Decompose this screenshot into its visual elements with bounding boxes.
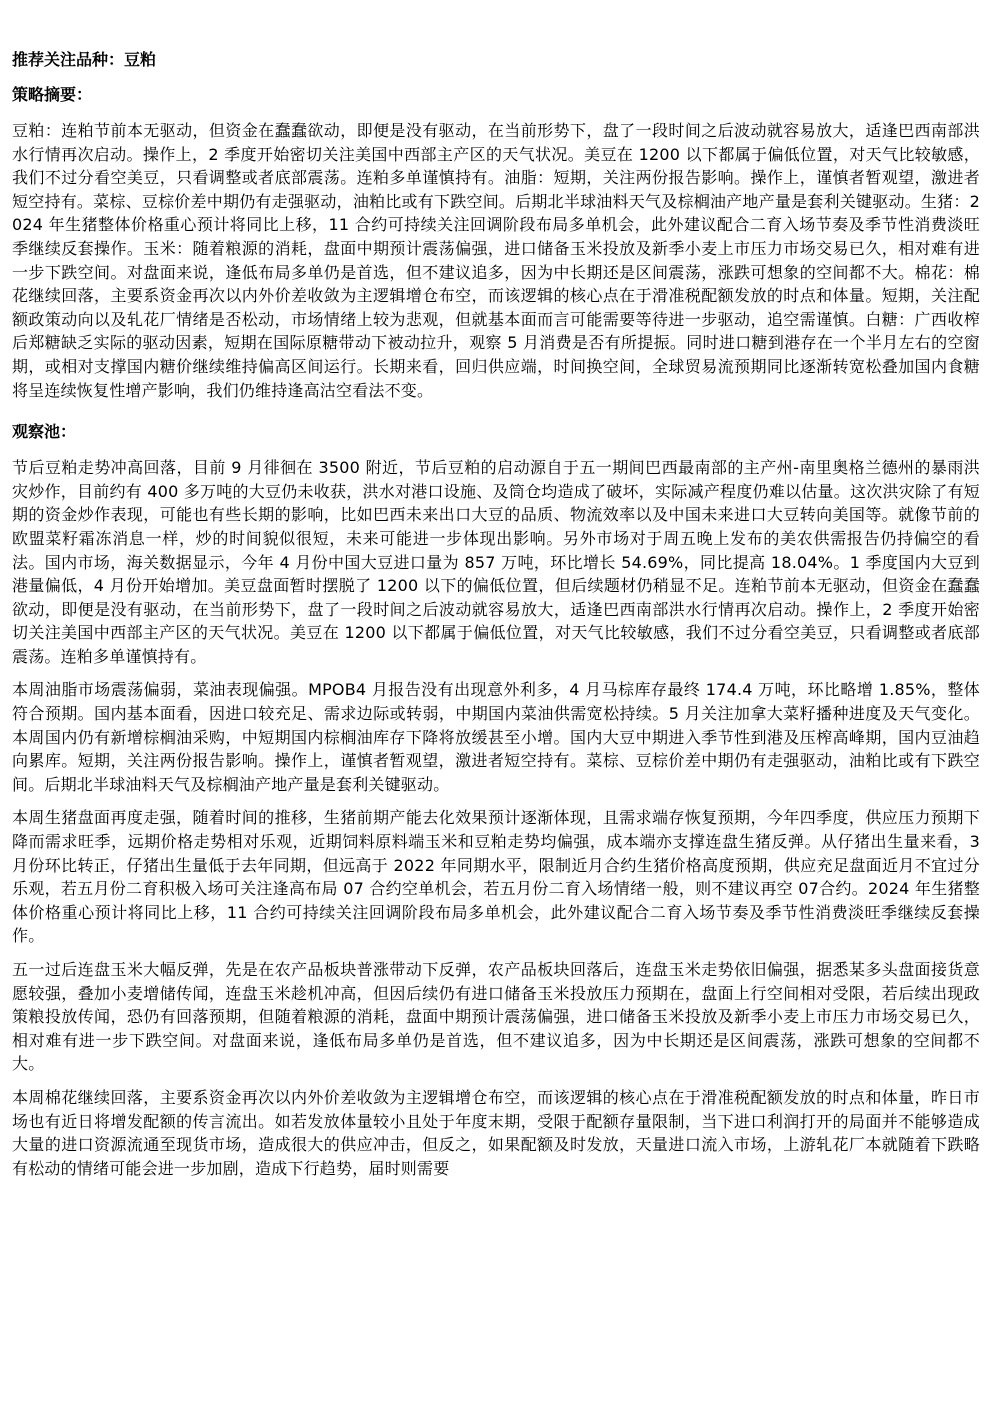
watch-heading: 观察池： <box>12 422 77 442</box>
watch-paragraph-hogs: 本周生猪盘面再度走强，随着时间的推移，生猪前期产能去化效果预计逐渐体现，且需求端存恢复预期，今年四季度，供应压力预期下降而需求旺季，远期价格走势相对乐观，近期饲料原料端玉米和豆粕走势均偏强，成本端亦支撑连盘生猪反弹。从仔猪出生量来看，3 月份环比转正，仔猪出生量低于去年同期，但远高于 2022 年同期水平，限制近月合约生猪价格高度预期，供应充足盘面近月不宜过分乐观，若五月份二育积极入场可关注逢高布局 07 合约空单机会，若五月份二育入场情绪一般，则不建议再空 07合约。2024 年生猪整体价格重心预计将同比上移，11 合约可持续关注回调阶段布局多单机会，此外建议配合二育入场节奏及季节性消费淡旺季继续反套操作。 <box>12 808 980 946</box>
recommend-heading: 推荐关注品种：豆粕 <box>12 50 157 69</box>
watch-paragraph-soymeal: 节后豆粕走势冲高回落，目前 9 月徘徊在 3500 附近，节后豆粕的启动源自于五一期间巴西最南部的主产州-南里奥格兰德州的暴雨洪灾炒作，目前约有 400 多万吨的大豆仍未收获，洪水对港口设施、及筒仓均造成了破坏，实际减产程度仍难以估量。这次洪灾除了有短期的资金炒作表现，可能也有些长期的影响，比如巴西未来出口大豆的品质、物流效率以及中国未来进口大豆转向美国等。就像节前的欧盟菜籽霜冻消息一样，炒的时间貌似很短，未来可能进一步体现出影响。另外市场对于周五晚上发布的美农供需报告仍持偏空的看法。国内市场，海关数据显示，今年 4 月份中国大豆进口量为 857 万吨，环比增长 54.69%，同比提高 18.04%。1 季度国内大豆到港量偏低，4 月份开始增加。美豆盘面暂时摆脱了 1200 以下的偏低位置，但后续题材仍稍显不足。连粕节前本无驱动，但资金在蠢蠢欲动，即便是没有驱动，在当前形势下，盘了一段时间之后波动就容易放大，适逢巴西南部洪水行情再次启动。操作上，2 季度开始密切关注美国中西部主产区的天气状况。美豆在 1200 以下都属于偏低位置，对天气比较敏感，我们不过分看空美豆，只看调整或者底部震荡。连粕多单谨慎持有。 <box>12 458 980 666</box>
watch-paragraph-oils: 本周油脂市场震荡偏弱，菜油表现偏强。MPOB4 月报告没有出现意外利多，4 月马棕库存最终 174.4 万吨，环比略增 1.85%，整体符合预期。国内基本面看，因进口较充足、需求边际或转弱，中期国内菜油供需宽松持续。5 月关注加拿大菜籽播种进度及天气变化。本周国内仍有新增棕榈油采购，中短期国内棕榈油库存下降将放缓甚至小增。国内大豆中期进入季节性到港及压榨高峰期，国内豆油趋向累库。短期，关注两份报告影响。操作上，谨慎者暂观望，激进者短空持有。菜棕、豆棕价差中期仍有走强驱动，油粕比或有下跌空间。后期北半球油料天气及棕榈油产地产量是套利关键驱动。 <box>12 680 980 794</box>
summary-heading: 策略摘要： <box>12 85 93 104</box>
watch-paragraph-corn: 五一过后连盘玉米大幅反弹，先是在农产品板块普涨带动下反弹，农产品板块回落后，连盘玉米走势依旧偏强，据悉某多头盘面接货意愿较强，叠加小麦增储传闻，连盘玉米趁机冲高，但因后续仍有进口储备玉米投放压力预期在，盘面上行空间相对受限，若后续出现政策粮投放传闻，恐仍有回落预期，但随着粮源的消耗，盘面中期预计震荡偏强，进口储备玉米投放及新季小麦上市压力市场交易已久，相对难有进一步下跌空间。对盘面来说，逢低布局多单仍是首选，但不建议追多，因为中长期还是区间震荡，涨跌可想象的空间都不大。 <box>12 960 980 1074</box>
summary-paragraph: 豆粕：连粕节前本无驱动，但资金在蠢蠢欲动，即便是没有驱动，在当前形势下，盘了一段时间之后波动就容易放大，适逢巴西南部洪水行情再次启动。操作上，2 季度开始密切关注美国中西部主产区的天气状况。美豆在 1200 以下都属于偏低位置，对天气比较敏感，我们不过分看空美豆，只看调整或者底部震荡。连粕多单谨慎持有。油脂：短期，关注两份报告影响。操作上，谨慎者暂观望，激进者短空持有。菜棕、豆棕价差中期仍有走强驱动，油粕比或有下跌空间。后期北半球油料天气及棕榈油产地产量是套利关键驱动。生猪：2024 年生猪整体价格重心预计将同比上移，11 合约可持续关注回调阶段布局多单机会，此外建议配合二育入场节奏及季节性消费淡旺季继续反套操作。玉米：随着粮源的消耗，盘面中期预计震荡偏强，进口储备玉米投放及新季小麦上市压力市场交易已久，相对难有进一步下跌空间。对盘面来说，逢低布局多单仍是首选，但不建议追多，因为中长期还是区间震荡，涨跌可想象的空间都不大。棉花：棉花继续回落，主要系资金再次以内外价差收敛为主逻辑增仓布空，而该逻辑的核心点在于滑准税配额发放的时点和体量。短期，关注配额政策动向以及轧花厂情绪是否松动，市场情绪上较为悲观，但就基本面而言可能需要等待进一步驱动，追空需谨慎。白糖：广西收榨后郑糖缺乏实际的驱动因素，短期在国际原糖带动下被动拉升，观察 5 月消费是否有所提振。同时进口糖到港存在一个半月左右的空窗期，或相对支撑国内糖价继续维持偏高区间运行。长期来看，回归供应端，时间换空间，全球贸易流预期同比逐渐转宽松叠加国内食糖将呈连续恢复性增产影响，我们仍维持逢高沽空看法不变。 <box>12 121 980 400</box>
watch-paragraph-cotton: 本周棉花继续回落，主要系资金再次以内外价差收敛为主逻辑增仓布空，而该逻辑的核心点在于滑准税配额发放的时点和体量，昨日市场也有近日将增发配额的传言流出。如若发放体量较小且处于年度末期，受限于配额存量限制，当下进口利润打开的局面并不能够造成大量的进口资源流通至现货市场，造成很大的供应冲击，但反之，如果配额及时发放，天量进口流入市场，上游轧花厂本就随着下跌略有松动的情绪可能会进一步加剧，造成下行趋势，届时则需要 <box>12 1087 980 1178</box>
